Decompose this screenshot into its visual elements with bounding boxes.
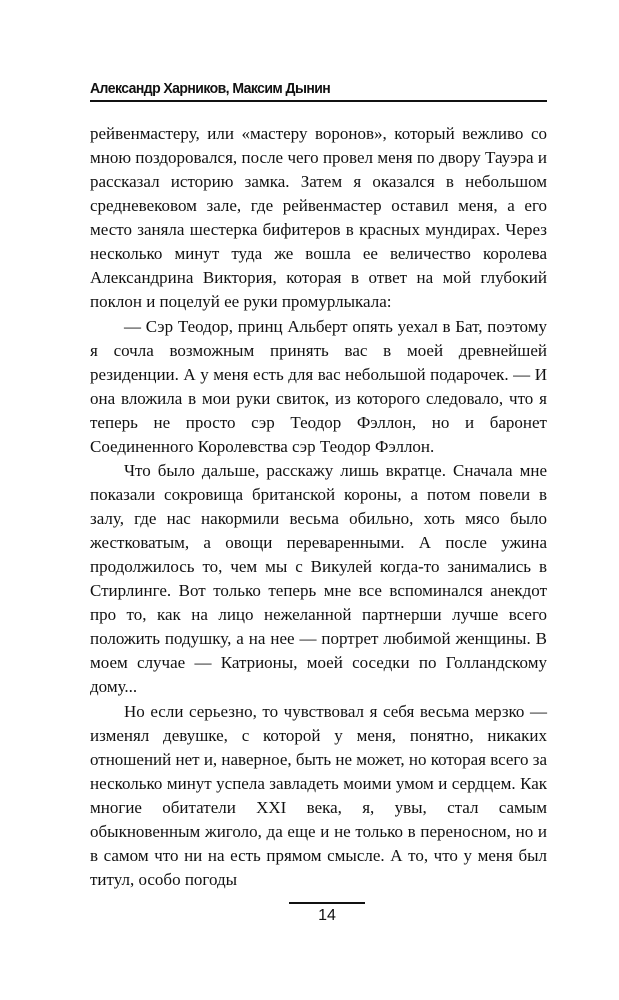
paragraph: Что было дальше, расскажу лишь вкратце. Сначала мне показали сокровища британской короны, а потом повели в залу, где нас накормили весьма обильно, хоть мясо было жестковатым, а овощи переваренными. А после ужина продолжилось то, чем мы с Викулей когда-то занимались в Стирлинге. Вот только теперь мне все вспоминался анекдот про то, как на лицо нежеланной партнерши лучше всего положить подушку, а на нее — портрет любимой женщины. В моем случае — Катрионы, моей соседки по Голландскому дому...: [90, 460, 547, 697]
footer-divider: [289, 902, 365, 904]
page-number: 14: [318, 907, 336, 924]
header-divider: [90, 100, 547, 102]
body-text: [90, 122, 547, 892]
running-head: Александр Харников, Максим Дынин: [90, 80, 331, 97]
paragraph: рейвенмастеру, или «мастеру воронов», который вежливо со мною поздоровался, после чего провел меня по двору Тауэра и рассказал историю замка. Затем я оказался в небольшом средневековом зале, где рейвенмастер оставил меня, а его место заняла шестерка бифитеров в красных мундирах. Через несколько минут туда же вошла ее величество королева Александрина Виктория, которая в ответ на мой глубокий поклон и поцелуй ее руки промурлыкала:: [90, 124, 547, 312]
paragraph: Но если серьезно, то чувствовал я себя весьма мерзко — изменял девушке, с которой у меня, понятно, никаких отношений нет и, наверное, быть не может, но которая всего за несколько минут успела завладеть моими умом и сердцем. Как многие обитатели XXI века, я, увы, стал самым обыкновенным жиголо, да еще и не только в переносном, но и в самом что ни на есть прямом смысле. А то, что у меня был титул, особо погоды: [90, 701, 547, 889]
paragraph: — Сэр Теодор, принц Альберт опять уехал в Бат, поэтому я сочла возможным принять вас в моей древнейшей резиденции. А у меня есть для вас небольшой подарочек. — И она вложила в мои руки свиток, из которого следовало, что я теперь не просто сэр Теодор Фэллон, но и баронет Соединенного Королевства сэр Теодор Фэллон.: [90, 316, 547, 456]
